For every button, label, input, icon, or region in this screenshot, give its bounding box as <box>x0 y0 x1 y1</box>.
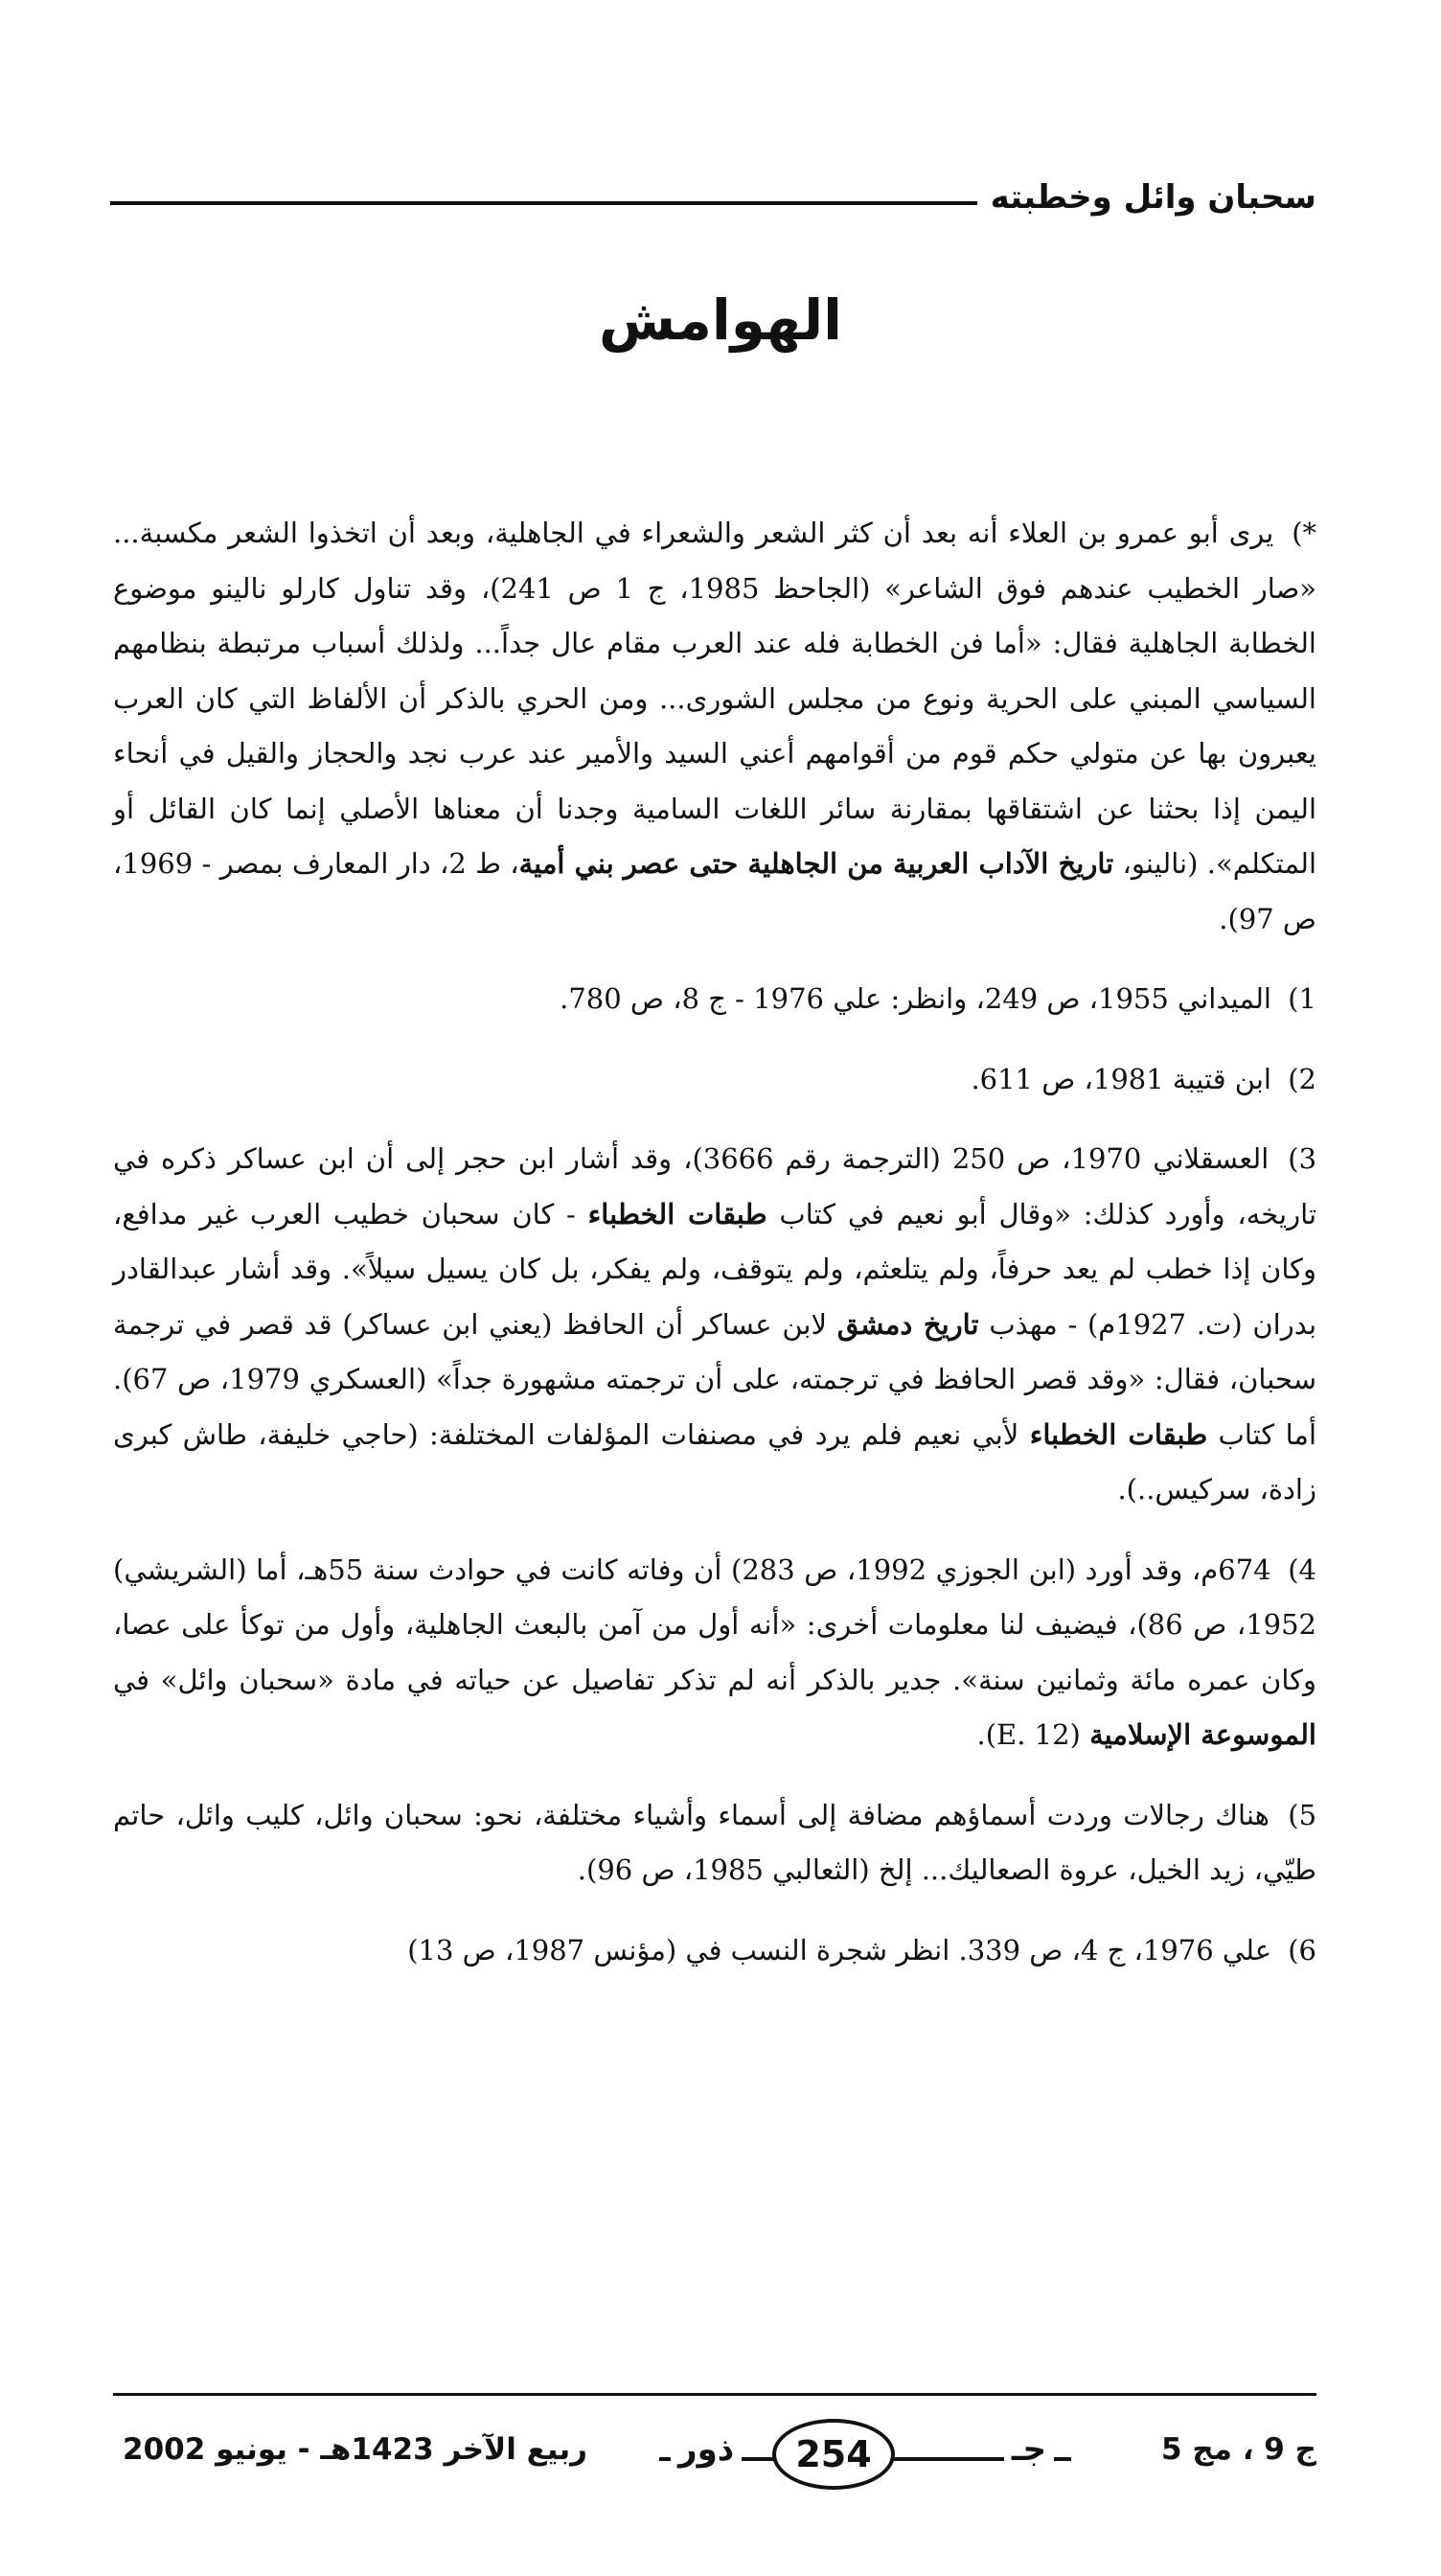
note-marker: 5) <box>1288 1798 1317 1831</box>
note-star <box>113 506 1316 947</box>
note-5 <box>113 1788 1316 1898</box>
note-6 <box>113 1923 1316 1979</box>
volume-info: ج 9 ، مج 5 <box>1161 2432 1316 2467</box>
magazine-name-right: جـ <box>1004 2430 1054 2469</box>
note-text: ابن قتيبة 1981، ص 611. <box>971 1062 1271 1095</box>
page-number: 254 <box>772 2419 895 2490</box>
section-title: الهوامش <box>598 288 843 353</box>
book-title: تاريخ دمشق <box>836 1307 979 1341</box>
note-text: هناك رجالات وردت أسماؤهم مضافة إلى أسماء وأشياء مختلفة، نحو: سحبان وائل، كليب وائل، حاتم طيّي، زيد الخيل، عروة الصعاليك... إلخ (الثعالبي 1985، ص 96). <box>113 1798 1316 1886</box>
note-text: 674م، وقد أورد (ابن الجوزي 1992، ص 283) أن وفاته كانت في حوادث سنة 55هـ، أما (الشريشي) 1952، ص 86)، فيضيف لنا معلومات أخرى: «أنه أول من آمن بالبعث الجاهلية، وأول من توكأ على عصا، وكان عمره مائة وثمانين سنة». جدير بالذكر أنه لم تذكر تفاصيل عن حياته في مادة «سحبان وائل» في <box>113 1552 1316 1696</box>
book-title: طبقات الخطباء <box>1029 1417 1208 1451</box>
page-footer <box>123 2409 1316 2496</box>
note-4 <box>113 1543 1316 1763</box>
journal-logo <box>659 2417 1071 2490</box>
note-marker: 4) <box>1288 1552 1316 1586</box>
book-title: الموسوعة الإسلامية <box>1089 1718 1316 1751</box>
note-text: ، ط 2، دار المعارف بمصر - 1969، ص 97). <box>113 847 1316 935</box>
footer-rule <box>113 2393 1316 2396</box>
note-marker: 3) <box>1288 1142 1317 1175</box>
note-text: - كان سحبان خطيب العرب غير مدافع، وكان إذا خطب لم يعد حرفاً، ولم يتلعثم، ولم يتوقف، ولم يفكر، بل كان يسيل سيلاً». وقد أشار عبدالقادر بدران (ت. 1927م) - مهذب <box>113 1197 1317 1341</box>
note-text: يرى أبو عمرو بن العلاء أنه بعد أن كثر الشعر والشعراء في الجاهلية، وبعد أن اتخذوا الشعر مكسبة... «صار الخطيب عندهم فوق الشاعر» (الجاحظ 1985، ج 1 ص 241)، وقد تناول كارلو نالينو موضوع الخطابة الجاهلية فقال: «أما فن الخطابة فله عند العرب مقام عال جداً... ولذلك أسباب مرتبطة بنظامهم السياسي المبني على الحرية ونوع من مجلس الشورى... ومن الحري بالذكر أن الألفاظ التي كان العرب يعبرون بها عن متولي حكم قوم من أقوامهم أعني السيد والأمير عند عرب نجد والحجاز والقيل في أنحاء اليمن إذا بحثنا عن اشتقاقها بمقارنة سائر اللغات السامية وجدنا أن معناها الأصلي إنما كان القائل أو المتكلم». (نالينو، <box>113 517 1317 880</box>
note-1 <box>113 972 1316 1027</box>
note-text: (E. 12). <box>976 1718 1081 1751</box>
header-rule <box>110 201 977 205</box>
page-header <box>110 169 1316 226</box>
note-marker: 6) <box>1288 1933 1316 1966</box>
note-marker: *) <box>1292 517 1317 549</box>
book-title: طبقات الخطباء <box>587 1197 767 1230</box>
book-title: تاريخ الآداب العربية من الجاهلية حتى عصر بني أمية <box>518 847 1114 880</box>
note-text: لابن عساكر أن الحافظ (يعني ابن عساكر) قد قصر في ترجمة سحبان، فقال: «وقد قصر الحافظ في ترجمته، على أن ترجمته مشهورة جداً» (العسكري 1979، ص 67). أما كتاب <box>113 1307 1317 1451</box>
notes-body <box>113 506 1316 2003</box>
issue-date: ربيع الآخر 1423هـ - يونيو 2002 <box>123 2432 587 2467</box>
note-marker: 2) <box>1288 1062 1316 1095</box>
note-text: الميداني 1955، ص 249، وانظر: علي 1976 - ج 8، ص 780. <box>560 982 1271 1015</box>
note-text: العسقلاني 1970، ص 250 (الترجمة رقم 3666)، وقد أشار ابن حجر إلى أن ابن عساكر ذكره في تاريخه، وأورد كذلك: «وقال أبو نعيم في كتاب <box>113 1142 1317 1230</box>
note-text: علي 1976، ج 4، ص 339. انظر شجرة النسب في (مؤنس 1987، ص 13) <box>407 1933 1271 1966</box>
note-marker: 1) <box>1288 982 1316 1015</box>
note-3 <box>113 1132 1316 1518</box>
note-2 <box>113 1052 1316 1108</box>
note-text: لأبي نعيم فلم يرد في مصنفات المؤلفات المختلفة: (حاجي خليفة، طاش كبرى زادة، سركيس..). <box>113 1417 1316 1506</box>
running-title: سحبان وائل وخطبته <box>990 178 1316 217</box>
magazine-name-left: ذور <box>671 2430 742 2469</box>
